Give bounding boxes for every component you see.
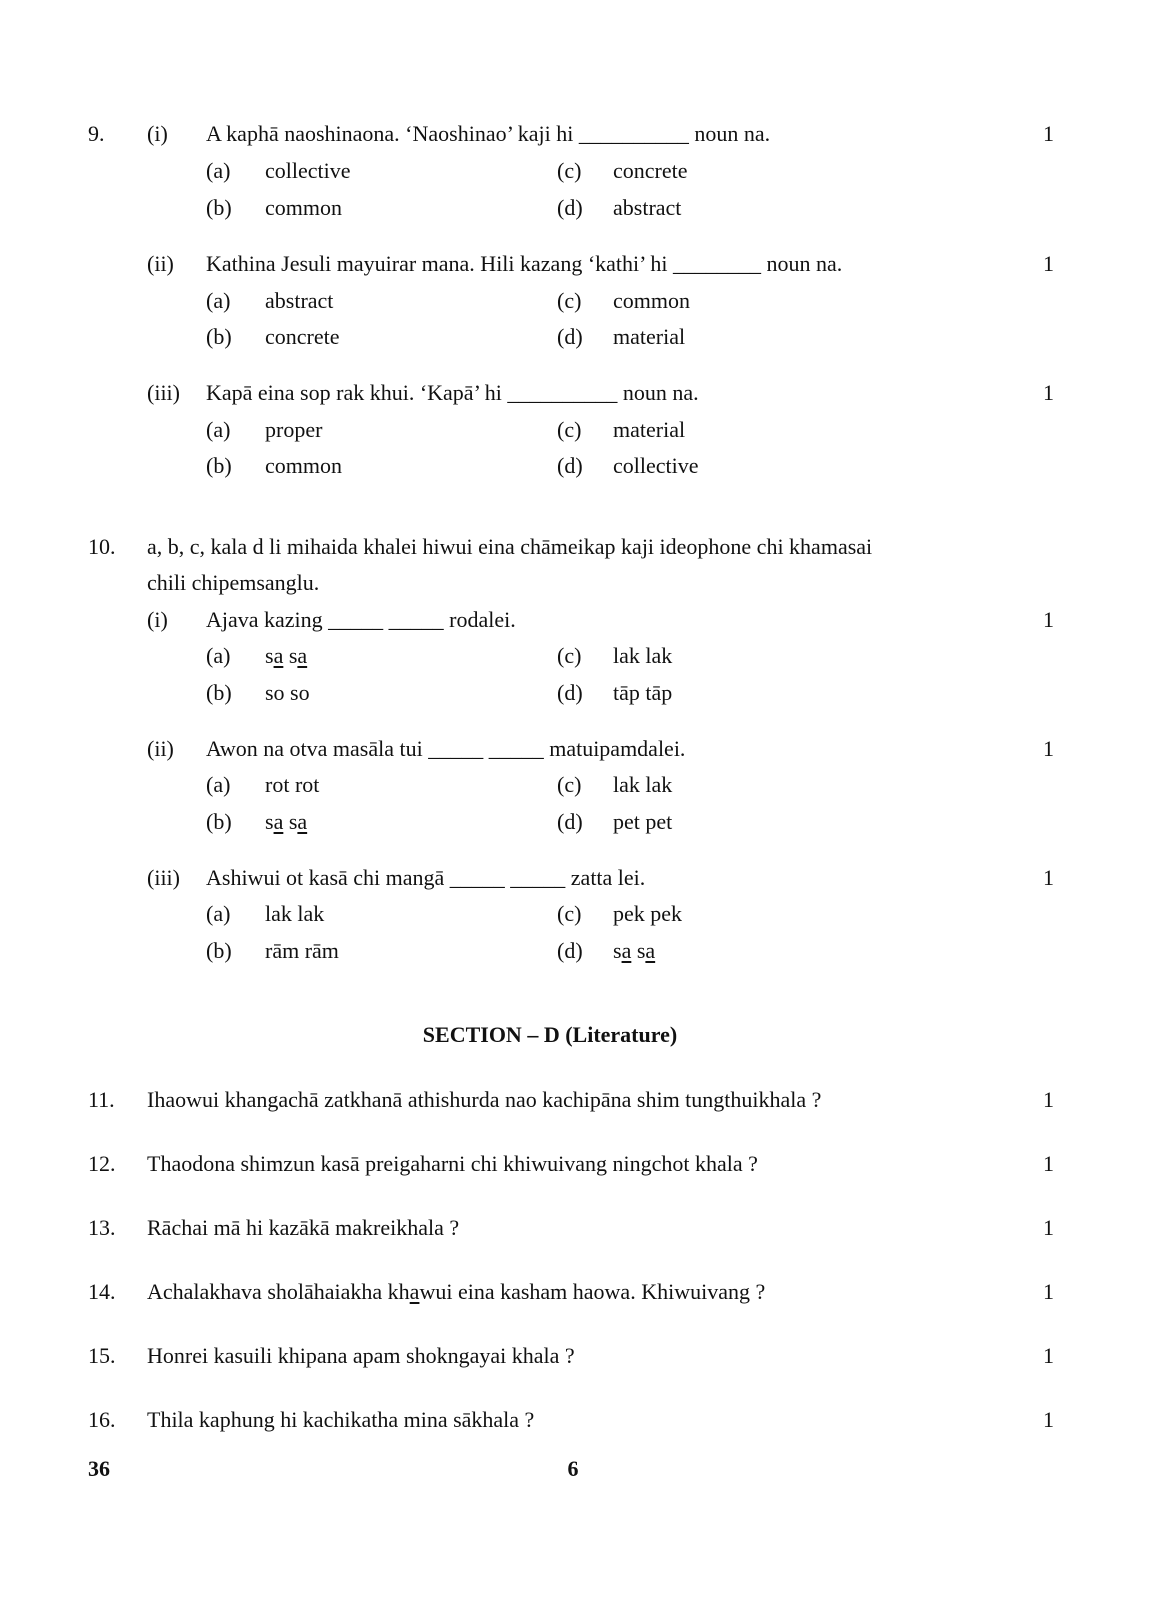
marks: 1 (1043, 1407, 1054, 1432)
option-label: (a) (206, 158, 231, 183)
option-text: abstract (613, 195, 682, 220)
option-text: sa sa (265, 809, 308, 834)
marks: 1 (1043, 1087, 1054, 1112)
marks: 1 (1043, 865, 1054, 890)
question-stem: Ajava kazing _____ _____ rodalei. (206, 607, 516, 632)
section-title: SECTION – D (Literature) (422, 1022, 678, 1047)
option-label: (c) (557, 772, 582, 797)
option-label: (a) (206, 417, 231, 442)
question-text: Honrei kasuili khipana apam shokngayai khala ? (147, 1343, 575, 1368)
option-label: (a) (206, 643, 231, 668)
question-intro: a, b, c, kala d li mihaida khalei hiwui eina chāmeikap kaji ideophone chi khamasai (147, 534, 873, 559)
question-stem: Awon na otva masāla tui _____ _____ matuipamdalei. (206, 736, 686, 761)
option-text: pet pet (613, 809, 673, 834)
option-text: material (613, 324, 686, 349)
option-text: lak lak (613, 772, 673, 797)
option-text: proper (265, 417, 323, 442)
marks: 1 (1043, 251, 1054, 276)
paper-code: 36 (88, 1456, 110, 1481)
question-number: 9. (88, 121, 105, 146)
option-label: (c) (557, 643, 582, 668)
question-number: 15. (88, 1343, 116, 1368)
option-label: (d) (557, 195, 583, 220)
option-text: abstract (265, 288, 334, 313)
question-stem: Ashiwui ot kasā chi mangā _____ _____ zatta lei. (206, 865, 646, 890)
question-number: 11. (88, 1087, 115, 1112)
option-label: (d) (557, 809, 583, 834)
option-text: collective (613, 453, 699, 478)
question-intro: chili chipemsanglu. (147, 570, 320, 595)
part-label: (ii) (147, 251, 174, 276)
option-label: (c) (557, 901, 582, 926)
option-label: (d) (557, 324, 583, 349)
option-label: (c) (557, 288, 582, 313)
question-stem: Kapā eina sop rak khui. ‘Kapā’ hi __________ noun na. (206, 380, 699, 405)
option-text: lak lak (613, 643, 673, 668)
question-number: 14. (88, 1279, 116, 1304)
part-label: (iii) (147, 380, 180, 405)
option-text: rot rot (265, 772, 320, 797)
option-text: common (265, 453, 342, 478)
option-text: concrete (613, 158, 688, 183)
question-text: Achalakhava sholāhaiakha khawui eina kasham haowa. Khiwuivang ? (147, 1279, 766, 1304)
question-text: Rāchai mā hi kazākā makreikhala ? (147, 1215, 460, 1240)
option-text: so so (265, 680, 310, 705)
option-label: (d) (557, 680, 583, 705)
marks: 1 (1043, 380, 1054, 405)
option-text: common (613, 288, 690, 313)
marks: 1 (1043, 1151, 1054, 1176)
question-text: Thila kaphung hi kachikatha mina sākhala ? (147, 1407, 535, 1432)
option-label: (a) (206, 772, 231, 797)
page-number: 6 (567, 1456, 579, 1481)
question-stem: A kaphā naoshinaona. ‘Naoshinao’ kaji hi __________ noun na. (206, 121, 771, 146)
part-label: (i) (147, 607, 168, 632)
question-number: 13. (88, 1215, 116, 1240)
option-text: material (613, 417, 686, 442)
question-text: Ihaowui khangachā zatkhanā athishurda nao kachipāna shim tungthuikhala ? (147, 1087, 822, 1112)
option-text: pek pek (613, 901, 683, 926)
question-number: 16. (88, 1407, 116, 1432)
option-label: (b) (206, 680, 232, 705)
option-label: (b) (206, 324, 232, 349)
marks: 1 (1043, 1279, 1054, 1304)
option-text: tāp tāp (613, 680, 673, 705)
part-label: (iii) (147, 865, 180, 890)
marks: 1 (1043, 736, 1054, 761)
part-label: (i) (147, 121, 168, 146)
option-label: (c) (557, 158, 582, 183)
option-text: lak lak (265, 901, 325, 926)
option-label: (d) (557, 938, 583, 963)
option-text: collective (265, 158, 351, 183)
question-number: 10. (88, 534, 116, 559)
question-text: Thaodona shimzun kasā preigaharni chi khiwuivang ningchot khala ? (147, 1151, 758, 1176)
question-stem: Kathina Jesuli mayuirar mana. Hili kazang ‘kathi’ hi ________ noun na. (206, 251, 843, 276)
part-label: (ii) (147, 736, 174, 761)
question-number: 12. (88, 1151, 116, 1176)
option-text: sa sa (613, 938, 656, 963)
option-text: concrete (265, 324, 340, 349)
marks: 1 (1043, 607, 1054, 632)
marks: 1 (1043, 1343, 1054, 1368)
option-text: rām rām (265, 938, 339, 963)
marks: 1 (1043, 1215, 1054, 1240)
option-label: (a) (206, 901, 231, 926)
marks: 1 (1043, 121, 1054, 146)
option-label: (a) (206, 288, 231, 313)
option-label: (b) (206, 938, 232, 963)
option-label: (b) (206, 809, 232, 834)
option-label: (d) (557, 453, 583, 478)
option-label: (c) (557, 417, 582, 442)
option-text: sa sa (265, 643, 308, 668)
option-text: common (265, 195, 342, 220)
option-label: (b) (206, 453, 232, 478)
option-label: (b) (206, 195, 232, 220)
